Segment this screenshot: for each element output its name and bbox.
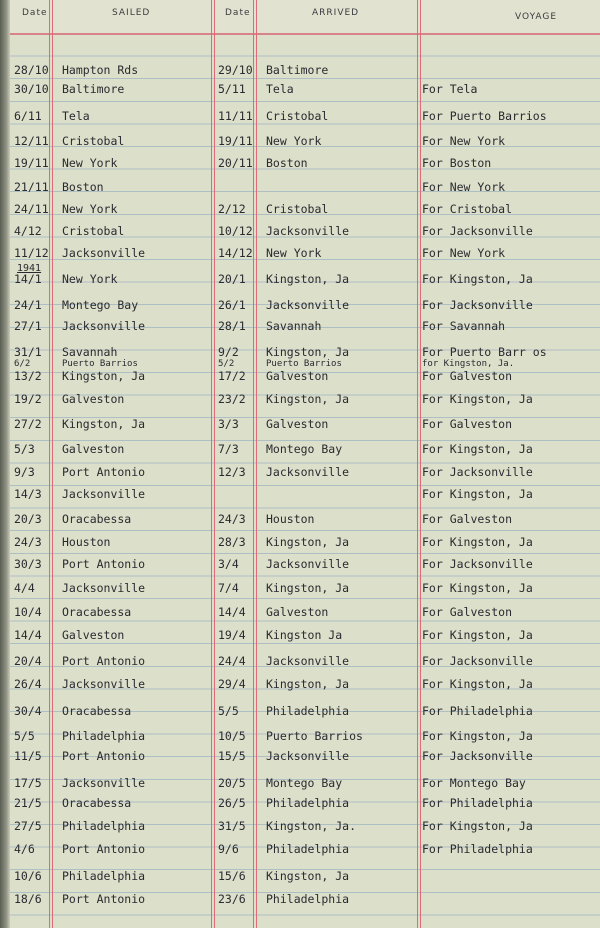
sailed-date-cell: 6/2	[14, 359, 31, 369]
sailed-port-cell: Galveston	[62, 442, 125, 456]
arrived-port-cell: Cristobal	[266, 109, 329, 123]
sailed-port-cell: Oracabessa	[62, 796, 132, 810]
sailed-port-cell: Galveston	[62, 628, 125, 642]
arrived-port-cell: Jacksonville	[266, 298, 350, 312]
sailed-date-cell: 17/5	[14, 776, 42, 790]
arrived-port-cell: New York	[266, 134, 322, 148]
header-voyage: VOYAGE	[515, 12, 558, 22]
sailed-port-cell: Savannah	[62, 345, 118, 359]
arrived-port-cell: Philadelphia	[266, 842, 350, 856]
sailed-date-cell: 21/5	[14, 796, 42, 810]
sailed-port-cell: Tela	[62, 109, 90, 123]
arrived-date-cell: 19/4	[218, 628, 246, 642]
arrived-date-cell: 5/2	[218, 359, 235, 369]
voyage-cell: For Kingston, Ja	[422, 677, 533, 691]
sailed-port-cell: Houston	[62, 535, 111, 549]
sailed-port-cell: Jacksonville	[62, 776, 146, 790]
sailed-date-cell: 14/4	[14, 628, 42, 642]
sailed-date-cell: 19/2	[14, 392, 42, 406]
arrived-date-cell: 10/5	[218, 729, 246, 743]
arrived-date-cell: 15/6	[218, 869, 246, 883]
arrived-date-cell: 3/4	[218, 557, 239, 571]
sailed-date-cell: 10/6	[14, 869, 42, 883]
voyage-cell: For Jacksonville	[422, 224, 533, 238]
voyage-cell: For Kingston, Ja	[422, 729, 533, 743]
arrived-port-cell: New York	[266, 246, 322, 260]
arrived-date-cell: 11/11	[218, 109, 253, 123]
voyage-cell: For Kingston, Ja	[422, 819, 533, 833]
sailed-date-cell: 18/6	[14, 892, 42, 906]
voyage-cell: For Savannah	[422, 319, 506, 333]
arrived-date-cell: 23/2	[218, 392, 246, 406]
voyage-cell: For Cristobal	[422, 202, 513, 216]
sailed-date-cell: 24/3	[14, 535, 42, 549]
voyage-cell: For Kingston, Ja	[422, 487, 533, 501]
sailed-date-cell: 31/1	[14, 345, 42, 359]
sailed-port-cell: Oracabessa	[62, 605, 132, 619]
arrived-port-cell: Kingston, Ja	[266, 345, 350, 359]
arrived-port-cell: Philadelphia	[266, 892, 350, 906]
arrived-date-cell: 19/11	[218, 134, 253, 148]
arrived-date-cell: 26/5	[218, 796, 246, 810]
sailed-port-cell: Jacksonville	[62, 319, 146, 333]
voyage-cell: For Jacksonville	[422, 557, 533, 571]
arrived-port-cell: Houston	[266, 512, 315, 526]
sailed-port-cell: Port Antonio	[62, 557, 146, 571]
arrived-port-cell: Kingston, Ja	[266, 272, 350, 286]
sailed-port-cell: Jacksonville	[62, 677, 146, 691]
sailed-date-cell: 11/12	[14, 246, 49, 260]
arrived-date-cell: 9/6	[218, 842, 239, 856]
arrived-port-cell: Montego Bay	[266, 442, 343, 456]
sailed-port-cell: Port Antonio	[62, 465, 146, 479]
voyage-cell: For Puerto Barr os	[422, 345, 547, 359]
sailed-date-cell: 11/5	[14, 749, 42, 763]
sailed-port-cell: Philadelphia	[62, 869, 146, 883]
sailed-date-cell: 21/11	[14, 180, 49, 194]
sailed-date-cell: 27/1	[14, 319, 42, 333]
voyage-cell: For Kingston, Ja	[422, 535, 533, 549]
sailed-port-cell: Oracabessa	[62, 704, 132, 718]
arrived-date-cell: 28/3	[218, 535, 246, 549]
arrived-date-cell: 17/2	[218, 369, 246, 383]
arrived-port-cell: Puerto Barrios	[266, 729, 363, 743]
header-date-sailed: Date	[22, 8, 48, 18]
sailed-port-cell: Puerto Barrios	[62, 359, 138, 369]
voyage-cell: For Kingston, Ja	[422, 442, 533, 456]
sailed-date-cell: 24/11	[14, 202, 49, 216]
arrived-port-cell: Kingston, Ja	[266, 869, 350, 883]
header-arrived: ARRIVED	[312, 8, 360, 18]
sailed-port-cell: Galveston	[62, 392, 125, 406]
voyage-cell: For Galveston	[422, 605, 513, 619]
arrived-date-cell: 28/1	[218, 319, 246, 333]
sailed-port-cell: Cristobal	[62, 224, 125, 238]
sailed-date-cell: 30/4	[14, 704, 42, 718]
voyage-cell: For New York	[422, 134, 506, 148]
sailed-port-cell: New York	[62, 202, 118, 216]
year-note: 1941	[17, 263, 42, 274]
voyage-cell: for Kingston, Ja.	[422, 359, 515, 369]
arrived-date-cell: 20/1	[218, 272, 246, 286]
arrived-date-cell: 5/5	[218, 704, 239, 718]
arrived-port-cell: Jacksonville	[266, 557, 350, 571]
voyage-cell: For Montego Bay	[422, 776, 526, 790]
sailed-date-cell: 24/1	[14, 298, 42, 312]
sailed-port-cell: Kingston, Ja	[62, 417, 146, 431]
sailed-port-cell: Port Antonio	[62, 654, 146, 668]
voyage-cell: For Galveston	[422, 417, 513, 431]
voyage-cell: For Jacksonville	[422, 749, 533, 763]
voyage-cell: For Kingston, Ja	[422, 392, 533, 406]
sailed-port-cell: Oracabessa	[62, 512, 132, 526]
arrived-port-cell: Kingston, Ja	[266, 677, 350, 691]
arrived-date-cell: 12/3	[218, 465, 246, 479]
arrived-date-cell: 20/11	[218, 156, 253, 170]
arrived-port-cell: Galveston	[266, 417, 329, 431]
arrived-port-cell: Jacksonville	[266, 749, 350, 763]
sailed-date-cell: 30/10	[14, 82, 49, 96]
arrived-port-cell: Puerto Barrios	[266, 359, 342, 369]
arrived-date-cell: 15/5	[218, 749, 246, 763]
voyage-cell: For New York	[422, 246, 506, 260]
sailed-port-cell: Port Antonio	[62, 842, 146, 856]
sailed-port-cell: Jacksonville	[62, 487, 146, 501]
sailed-date-cell: 26/4	[14, 677, 42, 691]
voyage-cell: For Kingston, Ja	[422, 272, 533, 286]
arrived-port-cell: Philadelphia	[266, 704, 350, 718]
arrived-date-cell: 31/5	[218, 819, 246, 833]
arrived-date-cell: 29/10	[218, 63, 253, 77]
sailed-date-cell: 6/11	[14, 109, 42, 123]
page-binding	[0, 0, 10, 928]
arrived-date-cell: 5/11	[218, 82, 246, 96]
arrived-port-cell: Galveston	[266, 605, 329, 619]
sailed-date-cell: 14/1	[14, 272, 42, 286]
arrived-date-cell: 7/3	[218, 442, 239, 456]
voyage-cell: For Tela	[422, 82, 478, 96]
arrived-date-cell: 24/3	[218, 512, 246, 526]
arrived-date-cell: 23/6	[218, 892, 246, 906]
sailed-port-cell: New York	[62, 156, 118, 170]
header-date-arrived: Date	[225, 8, 251, 18]
arrived-date-cell: 20/5	[218, 776, 246, 790]
sailed-port-cell: Baltimore	[62, 82, 125, 96]
voyage-cell: For Puerto Barrios	[422, 109, 547, 123]
voyage-cell: For Galveston	[422, 512, 513, 526]
sailed-date-cell: 10/4	[14, 605, 42, 619]
arrived-port-cell: Baltimore	[266, 63, 329, 77]
sailed-date-cell: 12/11	[14, 134, 49, 148]
voyage-cell: For New York	[422, 180, 506, 194]
sailed-port-cell: Philadelphia	[62, 819, 146, 833]
sailed-port-cell: Philadelphia	[62, 729, 146, 743]
sailed-date-cell: 28/10	[14, 63, 49, 77]
arrived-port-cell: Cristobal	[266, 202, 329, 216]
voyage-cell: For Jacksonville	[422, 465, 533, 479]
arrived-port-cell: Montego Bay	[266, 776, 343, 790]
column-divider	[49, 0, 50, 928]
sailed-date-cell: 27/5	[14, 819, 42, 833]
sailed-port-cell: New York	[62, 272, 118, 286]
sailed-date-cell: 5/5	[14, 729, 35, 743]
arrived-port-cell: Kingston, Ja.	[266, 819, 357, 833]
arrived-date-cell: 29/4	[218, 677, 246, 691]
sailed-port-cell: Port Antonio	[62, 892, 146, 906]
arrived-port-cell: Savannah	[266, 319, 322, 333]
header-sailed: SAILED	[112, 8, 151, 18]
voyage-cell: For Boston	[422, 156, 492, 170]
sailed-port-cell: Hampton Rds	[62, 63, 139, 77]
voyage-cell: For Jacksonville	[422, 654, 533, 668]
sailed-date-cell: 30/3	[14, 557, 42, 571]
arrived-date-cell: 2/12	[218, 202, 246, 216]
sailed-date-cell: 14/3	[14, 487, 42, 501]
sailed-port-cell: Jacksonville	[62, 581, 146, 595]
sailed-date-cell: 4/6	[14, 842, 35, 856]
arrived-date-cell: 3/3	[218, 417, 239, 431]
sailed-port-cell: Kingston, Ja	[62, 369, 146, 383]
voyage-cell: For Jacksonville	[422, 298, 533, 312]
arrived-port-cell: Kingston Ja	[266, 628, 343, 642]
voyage-cell: For Philadelphia	[422, 796, 533, 810]
sailed-date-cell: 19/11	[14, 156, 49, 170]
voyage-cell: For Philadelphia	[422, 842, 533, 856]
sailed-date-cell: 4/12	[14, 224, 42, 238]
sailed-date-cell: 9/3	[14, 465, 35, 479]
arrived-date-cell: 24/4	[218, 654, 246, 668]
sailed-date-cell: 4/4	[14, 581, 35, 595]
arrived-date-cell: 10/12	[218, 224, 253, 238]
voyage-cell: For Kingston, Ja	[422, 581, 533, 595]
arrived-date-cell: 9/2	[218, 345, 239, 359]
voyage-cell: For Philadelphia	[422, 704, 533, 718]
header-band	[0, 0, 600, 35]
arrived-port-cell: Boston	[266, 156, 308, 170]
column-divider	[211, 0, 212, 928]
sailed-date-cell: 20/3	[14, 512, 42, 526]
sailed-port-cell: Jacksonville	[62, 246, 146, 260]
arrived-port-cell: Kingston, Ja	[266, 392, 350, 406]
sailed-date-cell: 20/4	[14, 654, 42, 668]
sailed-port-cell: Port Antonio	[62, 749, 146, 763]
arrived-port-cell: Jacksonville	[266, 465, 350, 479]
arrived-date-cell: 14/4	[218, 605, 246, 619]
sailed-port-cell: Boston	[62, 180, 104, 194]
sailed-date-cell: 13/2	[14, 369, 42, 383]
arrived-port-cell: Tela	[266, 82, 294, 96]
sailed-port-cell: Cristobal	[62, 134, 125, 148]
sailed-date-cell: 5/3	[14, 442, 35, 456]
sailed-port-cell: Montego Bay	[62, 298, 139, 312]
sailed-date-cell: 27/2	[14, 417, 42, 431]
arrived-port-cell: Jacksonville	[266, 224, 350, 238]
arrived-date-cell: 14/12	[218, 246, 253, 260]
column-divider	[253, 0, 254, 928]
arrived-port-cell: Jacksonville	[266, 654, 350, 668]
voyage-cell: For Kingston, Ja	[422, 628, 533, 642]
voyage-cell: For Galveston	[422, 369, 513, 383]
arrived-port-cell: Kingston, Ja	[266, 581, 350, 595]
arrived-port-cell: Galveston	[266, 369, 329, 383]
arrived-date-cell: 7/4	[218, 581, 239, 595]
arrived-date-cell: 26/1	[218, 298, 246, 312]
arrived-port-cell: Kingston, Ja	[266, 535, 350, 549]
column-divider	[417, 0, 418, 928]
arrived-port-cell: Philadelphia	[266, 796, 350, 810]
